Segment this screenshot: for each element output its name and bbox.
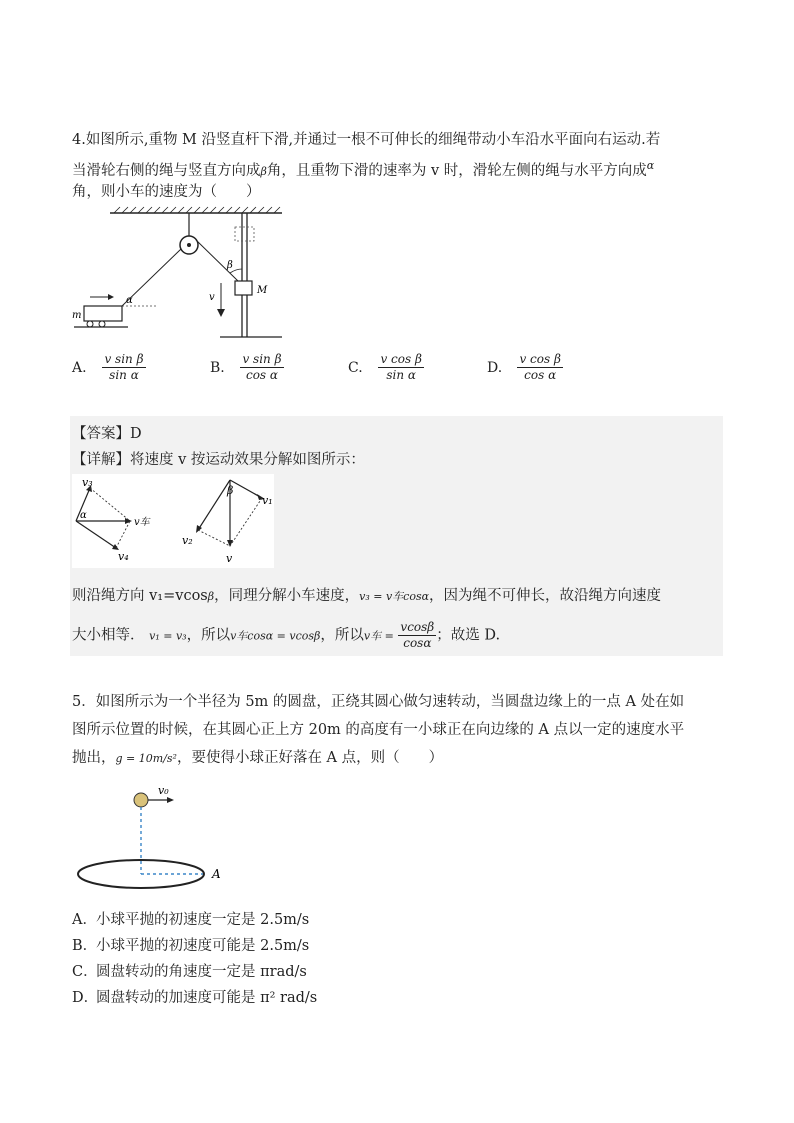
q5-option-b-text: 小球平抛的初速度可能是 2.5m/s xyxy=(96,938,310,954)
answer-eq3-den: cosα xyxy=(403,636,432,650)
q4-option-b-den: cos α xyxy=(245,368,278,382)
q4-option-b[interactable] xyxy=(210,352,284,383)
answer-text-1b: ，同理分解小车速度， xyxy=(214,588,360,604)
fig2-label-v: v xyxy=(226,552,233,565)
answer-eq3-num: vcosβ xyxy=(400,620,435,634)
q4-beta-symbol: β xyxy=(260,165,267,178)
q5-gravity: g = 10m/s² xyxy=(115,752,177,765)
q5-option-c-text: 圆盘转动的角速度一定是 πrad/s xyxy=(96,964,307,980)
q4-option-c-num: v cos β xyxy=(380,352,422,366)
q4-line3: 角，则小车的速度为（ ） xyxy=(72,184,261,200)
q4-option-a-label: A. xyxy=(72,359,87,376)
q5-option-a-text: 小球平抛的初速度一定是 2.5m/s xyxy=(96,912,310,928)
fig2-label-v2: v₂ xyxy=(182,534,193,547)
answer-beta: β xyxy=(207,590,215,603)
q4-option-b-label: B. xyxy=(210,359,225,376)
answer-formula-v3: v₃ = v车cosα xyxy=(359,590,430,603)
q5-option-d-label: D． xyxy=(72,990,99,1006)
answer-line: 【答案】D xyxy=(72,426,142,442)
q4-fig-label-m: m xyxy=(72,310,82,321)
fig2-label-v1: v₁ xyxy=(262,494,273,507)
q4-option-a-num: v sin β xyxy=(104,352,144,366)
q4-option-c-label: C. xyxy=(348,359,363,376)
q4-option-d[interactable] xyxy=(487,352,563,383)
q4-fig-label-M: M xyxy=(257,285,268,296)
q4-option-d-num: v cos β xyxy=(519,352,561,366)
q4-line1: 4.如图所示,重物 M 沿竖直杆下滑,并通过一根不可伸长的细绳带动小车沿水平面向右运动.若 xyxy=(72,132,661,148)
q5-option-b-label: B． xyxy=(72,938,98,954)
q5-line2: 图所示位置的时候，在其圆心正上方 20m 的高度有一小球正在向边缘的 A 点以一定的速度水平 xyxy=(72,722,685,738)
q5-fig-label-v0: v₀ xyxy=(158,784,169,797)
q5-option-d[interactable] xyxy=(72,984,317,1012)
q5-option-c-label: C． xyxy=(72,964,98,980)
q5-fig-label-A: A xyxy=(212,867,221,881)
answer-text-1c: ，因为绳不可伸长，故沿绳方向速度 xyxy=(429,588,662,604)
q4-option-c[interactable] xyxy=(348,352,424,383)
q5-line1: 5．如图所示为一个半径为 5m 的圆盘，正绕其圆心做匀速转动，当圆盘边缘上的一点 A 处在如 xyxy=(72,694,685,710)
q5-option-a-label: A． xyxy=(72,912,97,928)
q4-option-c-den: sin α xyxy=(386,368,416,382)
q5-option-c[interactable] xyxy=(72,958,307,986)
answer-text-2b: ，所以 xyxy=(186,627,231,644)
q4-option-b-num: v sin β xyxy=(242,352,282,366)
q5-line3b: ，要使得小球正好落在 A 点，则（ ） xyxy=(176,750,444,766)
fig2-label-v3: v₃ xyxy=(82,476,93,489)
q4-pulley-figure xyxy=(70,205,290,345)
fig2-label-vcar: v车 xyxy=(134,517,150,528)
answer-eq2: v车cosα = vcosβ xyxy=(230,629,321,643)
answer-text-2b2: ，所以 xyxy=(320,627,364,644)
fig2-label-v4: v₄ xyxy=(118,550,129,563)
detail-line: 【详解】将速度 v 按运动效果分解如图所示： xyxy=(72,452,365,468)
answer-eq3-lhs: v车 = xyxy=(363,629,394,643)
answer-text-2 xyxy=(72,620,500,651)
q4-alpha-symbol: α xyxy=(646,159,655,172)
q4-option-a[interactable] xyxy=(72,352,146,383)
q4-option-d-den: cos α xyxy=(524,368,557,382)
q5-option-a[interactable] xyxy=(72,906,309,934)
q5-line3a: 抛出， xyxy=(72,750,116,766)
answer-text-2d: ；故选 D. xyxy=(436,627,501,644)
q5-disc-figure xyxy=(70,782,240,894)
fig2-label-alpha: α xyxy=(80,510,87,521)
q4-option-d-label: D. xyxy=(487,359,503,376)
velocity-decomposition-figure xyxy=(72,474,274,568)
q4-option-a-den: sin α xyxy=(109,368,139,382)
q5-option-b[interactable] xyxy=(72,932,309,960)
fig2-label-beta: β xyxy=(227,484,234,497)
answer-text-1 xyxy=(72,582,661,611)
q4-fig-label-beta: β xyxy=(227,260,233,271)
q4-line2-text-a: 当滑轮右侧的绳与竖直方向成 xyxy=(72,163,261,179)
q5-option-d-text: 圆盘转动的加速度可能是 π² rad/s xyxy=(96,990,318,1006)
q4-fig-label-alpha: α xyxy=(126,295,133,306)
q5-line3 xyxy=(72,744,443,773)
answer-text-1a: 则沿绳方向 v₁=vcos xyxy=(72,588,208,604)
q4-fig-label-v: v xyxy=(209,292,215,303)
answer-text-2a: 大小相等． xyxy=(72,627,145,644)
answer-eq1: v₁ = v₃ xyxy=(149,629,187,643)
q4-line2-text-b: 角，且重物下滑的速率为 v 时，滑轮左侧的绳与水平方向成 xyxy=(266,163,647,179)
